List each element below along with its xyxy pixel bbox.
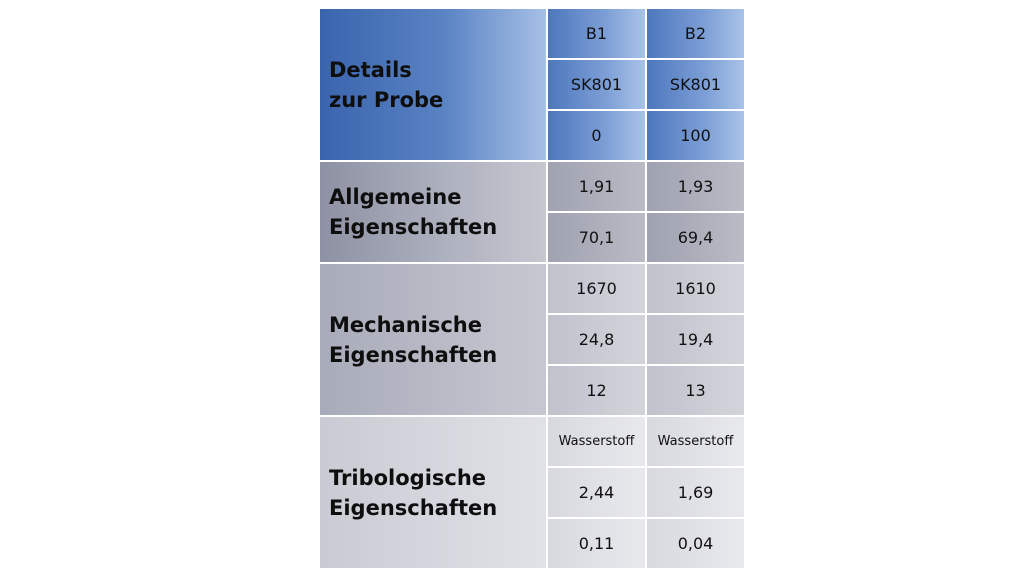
properties-table — [320, 9, 744, 568]
section-label: Details zur Probe — [329, 57, 444, 112]
cell-b1: Wasserstoff — [548, 417, 645, 466]
cell-b1: 0,11 — [548, 519, 645, 568]
cell-b1: 1670 — [548, 264, 645, 313]
cell-b2: 1610 — [645, 264, 744, 313]
table-row — [548, 315, 744, 366]
cell-b1: 0 — [548, 111, 645, 160]
section-label-cell — [320, 162, 548, 262]
table-row — [548, 417, 744, 468]
section-values — [548, 162, 744, 262]
cell-b1: 2,44 — [548, 468, 645, 517]
cell-b1: B1 — [548, 9, 645, 58]
table-row — [548, 366, 744, 415]
section-allgemeine-eigenschaften — [320, 162, 744, 264]
section-values — [548, 264, 744, 415]
cell-b2: 100 — [645, 111, 744, 160]
section-label: Mechanische Eigenschaften — [329, 312, 498, 367]
section-details — [320, 9, 744, 162]
table-row — [548, 60, 744, 111]
cell-b2: Wasserstoff — [645, 417, 744, 466]
cell-b1: SK801 — [548, 60, 645, 109]
table-row — [548, 468, 744, 519]
cell-b2: 0,04 — [645, 519, 744, 568]
section-label: Allgemeine Eigenschaften — [329, 185, 498, 239]
cell-b2: 1,93 — [645, 162, 744, 211]
section-values — [548, 417, 744, 568]
cell-b2: 19,4 — [645, 315, 744, 364]
cell-b1: 12 — [548, 366, 645, 415]
section-mechanische-eigenschaften — [320, 264, 744, 417]
cell-b2: 69,4 — [645, 213, 744, 262]
table-row — [548, 111, 744, 160]
table-row — [548, 213, 744, 262]
cell-b2: B2 — [645, 9, 744, 58]
table-row — [548, 519, 744, 568]
table-row — [548, 9, 744, 60]
cell-b1: 24,8 — [548, 315, 645, 364]
cell-b2: SK801 — [645, 60, 744, 109]
section-label-cell — [320, 9, 548, 160]
cell-b2: 1,69 — [645, 468, 744, 517]
section-values — [548, 9, 744, 160]
cell-b1: 1,91 — [548, 162, 645, 211]
table-row — [548, 162, 744, 213]
section-tribologische-eigenschaften — [320, 417, 744, 568]
section-label: Tribologische Eigenschaften — [329, 465, 498, 520]
cell-b2: 13 — [645, 366, 744, 415]
cell-b1: 70,1 — [548, 213, 645, 262]
table-row — [548, 264, 744, 315]
section-label-cell — [320, 264, 548, 415]
section-label-cell — [320, 417, 548, 568]
